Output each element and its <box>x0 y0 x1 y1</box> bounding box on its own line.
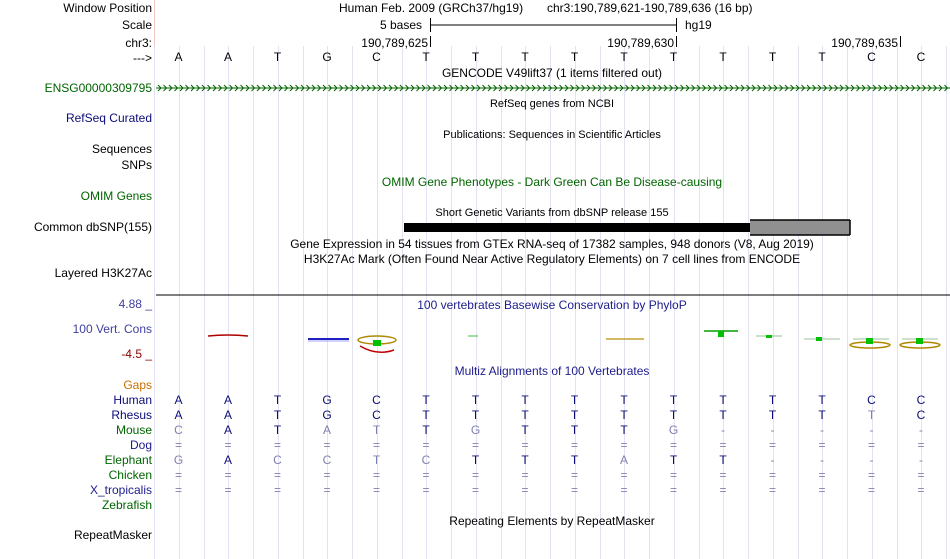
alignment-base: = <box>719 483 727 497</box>
alignment-base: T <box>719 393 727 407</box>
label-chrom: chr3: <box>125 36 152 50</box>
alignment-base: T <box>768 408 777 422</box>
alignment-base: = <box>768 438 777 452</box>
alignment-base: = <box>669 438 678 452</box>
base-letter: C <box>916 50 926 64</box>
alignment-base: = <box>719 468 727 482</box>
alignment-base: = <box>273 468 282 482</box>
base-letter: C <box>372 50 381 64</box>
alignment-base: = <box>422 438 430 452</box>
alignment-base: = <box>620 468 628 482</box>
alignment-base: T <box>273 393 282 407</box>
base-letter: T <box>669 50 678 64</box>
alignment-base: - <box>919 453 923 467</box>
alignment-base: - <box>820 453 824 467</box>
alignment-base: T <box>471 393 480 407</box>
alignment-base: = <box>818 468 826 482</box>
alignment-base: = <box>818 438 826 452</box>
alignment-base: = <box>174 438 183 452</box>
track-title-omim: OMIM Gene Phenotypes - Dark Green Can Be Disease-causing <box>381 175 723 189</box>
label-species-xtropicalis[interactable]: X_tropicalis <box>89 483 152 497</box>
alignment-base: = <box>917 468 925 482</box>
alignment-base: T <box>471 453 480 467</box>
alignment-base: = <box>521 483 529 497</box>
alignment-base: = <box>471 438 480 452</box>
alignment-base: = <box>768 468 777 482</box>
alignment-base: = <box>224 468 232 482</box>
alignment-base: T <box>521 453 529 467</box>
base-letter: T <box>273 50 282 64</box>
label-species-zebrafish[interactable]: Zebrafish <box>101 498 152 512</box>
alignment-base: = <box>521 468 529 482</box>
alignment-base: T <box>422 393 430 407</box>
alignment-base: = <box>372 468 381 482</box>
alignment-base: T <box>273 423 282 437</box>
alignment-base: T <box>620 393 628 407</box>
alignment-base: A <box>174 393 183 407</box>
alignment-base: = <box>620 438 628 452</box>
alignment-base: - <box>820 423 824 437</box>
label-sequences[interactable]: Sequences <box>91 142 152 156</box>
alignment-base: C <box>916 408 926 422</box>
label-omim[interactable]: OMIM Genes <box>80 189 152 203</box>
alignment-base: A <box>223 393 233 407</box>
base-letter: T <box>570 50 579 64</box>
alignment-base: - <box>721 423 725 437</box>
alignment-base: = <box>174 468 183 482</box>
label-scale: Scale <box>121 18 152 32</box>
base-letter: C <box>867 50 876 64</box>
grid-line <box>154 46 155 559</box>
alignment-base: T <box>422 408 430 422</box>
alignment-base: G <box>322 408 332 422</box>
alignment-base: A <box>174 408 183 422</box>
label-species-dog[interactable]: Dog <box>129 438 152 452</box>
label-window-position: Window Position <box>63 1 152 15</box>
alignment-base: = <box>224 438 232 452</box>
label-cons-min: -4.5 _ <box>121 347 152 361</box>
base-letter: T <box>719 50 727 64</box>
alignment-base: = <box>867 438 876 452</box>
label-species-elephant[interactable]: Elephant <box>104 453 152 467</box>
alignment-base: G <box>470 423 481 437</box>
base-letter: T <box>521 50 529 64</box>
alignment-base: C <box>867 393 876 407</box>
track-title-gtex: Gene Expression in 54 tissues from GTEx RNA-seq of 17382 samples, 948 donors (V8, Aug 2019) <box>290 237 814 251</box>
base-letter: T <box>768 50 777 64</box>
alignment-base: = <box>917 483 925 497</box>
track-title-publications: Publications: Sequences in Scientific Articles <box>443 129 661 141</box>
label-snps[interactable]: SNPs <box>121 158 152 172</box>
alignment-base: = <box>818 483 826 497</box>
alignment-base: T <box>620 423 628 437</box>
base-letter: T <box>471 50 480 64</box>
alignment-base: = <box>570 483 579 497</box>
track-title-h3k27ac: H3K27Ac Mark (Often Found Near Active Regulatory Elements) on 7 cell lines from ENCODE <box>303 252 801 266</box>
alignment-base: T <box>719 453 727 467</box>
alignment-base: C <box>174 423 183 437</box>
alignment-base: T <box>273 408 282 422</box>
alignment-base: - <box>869 423 874 437</box>
alignment-base: A <box>223 453 233 467</box>
label-species-rhesus[interactable]: Rhesus <box>111 408 152 422</box>
alignment-base: T <box>768 393 777 407</box>
alignment-base: T <box>521 393 529 407</box>
alignment-base: = <box>620 483 628 497</box>
coord-label-2: 190,789,630 <box>607 36 674 50</box>
alignment-base: - <box>919 423 923 437</box>
assembly-title: Human Feb. 2009 (GRCh37/hg19) <box>339 1 524 15</box>
label-cons-max: 4.88 _ <box>118 297 152 311</box>
alignment-base: = <box>570 468 579 482</box>
alignment-base: = <box>669 468 678 482</box>
db-label: hg19 <box>685 18 712 32</box>
alignment-base: T <box>570 393 579 407</box>
alignment-base: T <box>669 408 678 422</box>
alignment-base: - <box>770 423 775 437</box>
coord-label-3: 190,789,635 <box>831 36 898 50</box>
alignment-base: = <box>174 483 183 497</box>
alignment-base: = <box>273 483 282 497</box>
alignment-base: = <box>570 438 579 452</box>
alignment-base: = <box>471 483 480 497</box>
alignment-base: C <box>421 453 431 467</box>
base-letter: T <box>620 50 628 64</box>
label-strand-arrow[interactable]: ---> <box>133 51 152 65</box>
alignment-base: = <box>719 438 727 452</box>
base-letter: T <box>422 50 430 64</box>
alignment-base: T <box>570 408 579 422</box>
alignment-base: T <box>818 408 826 422</box>
track-title-multiz: Multiz Alignments of 100 Vertebrates <box>454 364 650 378</box>
alignment-base: T <box>372 423 381 437</box>
alignment-base: = <box>867 483 876 497</box>
alignment-base: - <box>869 453 874 467</box>
alignment-base: G <box>173 453 184 467</box>
alignment-base: = <box>224 483 232 497</box>
alignment-base: T <box>521 408 529 422</box>
alignment-base: A <box>619 453 629 467</box>
track-title-phylop: 100 vertebrates Basewise Conservation by PhyloP <box>417 298 687 312</box>
alignment-base: = <box>471 468 480 482</box>
browser-image[interactable] <box>156 0 950 559</box>
alignment-base: C <box>322 453 332 467</box>
track-title-repeatmasker: Repeating Elements by RepeatMasker <box>449 514 655 528</box>
alignment-base: T <box>818 393 826 407</box>
alignment-base: = <box>273 438 282 452</box>
base-letter: G <box>322 50 332 64</box>
alignment-base: G <box>668 423 679 437</box>
alignment-base: G <box>322 393 332 407</box>
alignment-base: T <box>422 423 430 437</box>
alignment-base: T <box>471 408 480 422</box>
position-title: chr3:190,789,621-190,789,636 (16 bp) <box>547 1 753 15</box>
alignment-base: C <box>372 408 381 422</box>
label-h3k27ac[interactable]: Layered H3K27Ac <box>54 266 152 280</box>
base-letter: T <box>818 50 826 64</box>
label-refseq[interactable]: RefSeq Curated <box>65 111 152 125</box>
alignment-base: C <box>372 393 381 407</box>
label-species-human[interactable]: Human <box>113 393 152 407</box>
alignment-base: = <box>669 483 678 497</box>
alignment-base: = <box>422 483 430 497</box>
label-cons[interactable]: 100 Vert. Cons <box>72 322 152 336</box>
alignment-base: = <box>917 438 925 452</box>
alignment-base: T <box>669 393 678 407</box>
coord-label-1: 190,789,625 <box>361 36 428 50</box>
alignment-base: C <box>916 393 926 407</box>
scale-text: 5 bases <box>380 18 423 32</box>
alignment-base: = <box>323 483 331 497</box>
alignment-base: A <box>223 408 233 422</box>
label-species-mouse[interactable]: Mouse <box>115 423 152 437</box>
alignment-base: T <box>570 423 579 437</box>
base-letter: A <box>174 50 183 64</box>
alignment-base: T <box>570 453 579 467</box>
track-title-refseq: RefSeq genes from NCBI <box>489 98 615 110</box>
alignment-base: - <box>770 453 775 467</box>
track-title-dbsnp: Short Genetic Variants from dbSNP release 155 <box>435 207 669 219</box>
base-letter: A <box>223 50 233 64</box>
alignment-base: = <box>521 438 529 452</box>
alignment-base: T <box>372 453 381 467</box>
alignment-base: = <box>768 483 777 497</box>
label-gaps: Gaps <box>123 378 152 392</box>
alignment-base: C <box>273 453 282 467</box>
label-repeatmasker[interactable]: RepeatMasker <box>73 528 152 542</box>
alignment-base: A <box>223 423 233 437</box>
alignment-base: A <box>322 423 332 437</box>
alignment-base: = <box>372 438 381 452</box>
alignment-base: T <box>867 408 876 422</box>
alignment-base: = <box>372 483 381 497</box>
alignment-base: = <box>422 468 430 482</box>
track-title-gencode: GENCODE V49lift37 (1 items filtered out) <box>441 66 663 80</box>
alignment-base: = <box>323 468 331 482</box>
alignment-base: T <box>669 453 678 467</box>
label-gencode-gene[interactable]: ENSG00000309795 <box>44 81 152 95</box>
alignment-base: = <box>323 438 331 452</box>
alignment-base: T <box>719 408 727 422</box>
track-label-column <box>0 0 155 559</box>
alignment-base: = <box>867 468 876 482</box>
alignment-base: T <box>620 408 628 422</box>
label-species-chicken[interactable]: Chicken <box>108 468 152 482</box>
alignment-base: T <box>521 423 529 437</box>
label-dbsnp[interactable]: Common dbSNP(155) <box>33 220 152 234</box>
